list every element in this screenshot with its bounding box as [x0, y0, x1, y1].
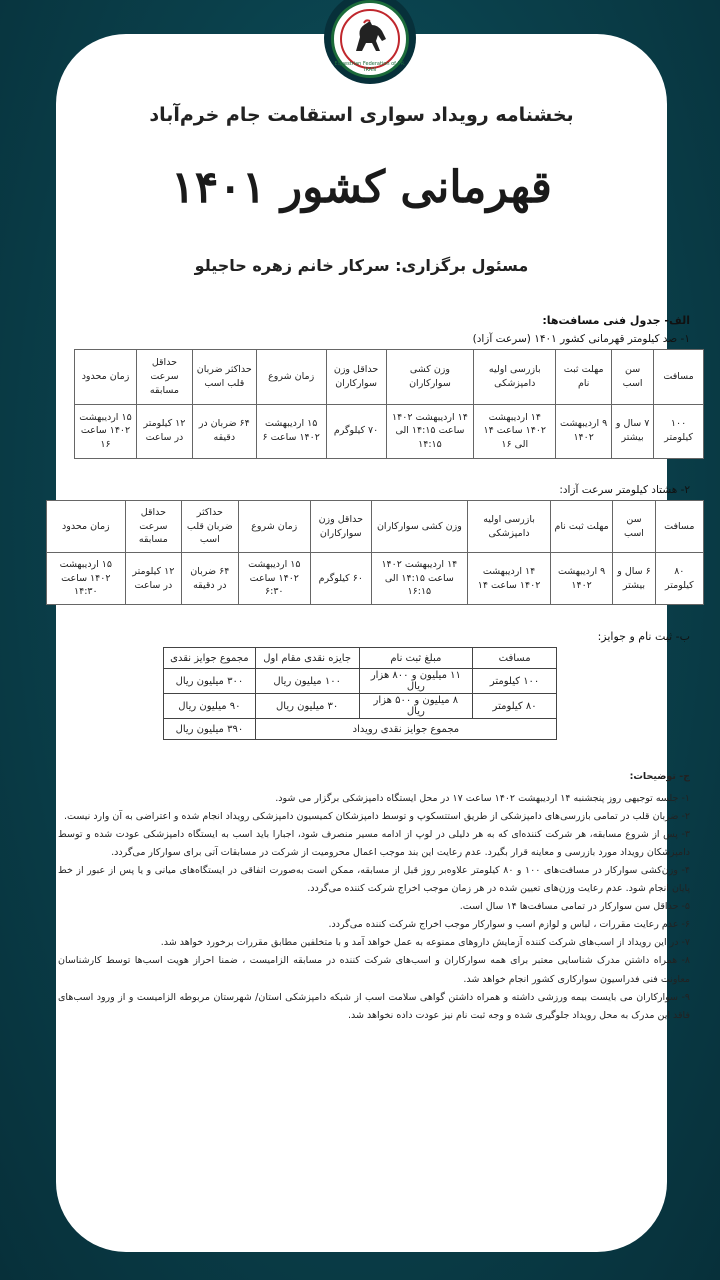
table-cell: ۷ سال و بیشتر: [612, 404, 654, 459]
table-header-cell: مهلت ثبت نام: [550, 501, 612, 553]
table-header-cell: زمان محدود: [47, 501, 126, 553]
federation-logo: [331, 0, 409, 78]
table-cell: ۱۲ کیلومتر در ساعت: [125, 553, 181, 605]
table1-caption: ۱- صد کیلومتر قهرمانی کشور ۱۴۰۱ (سرعت آزاد): [472, 333, 690, 345]
note-item: ۵- حداقل سن سوارکار در تمامی مسافت‌ها ۱۴ سال است.: [459, 901, 690, 913]
table-header-cell: حداکثر ضربان قلب اسب: [182, 501, 238, 553]
table-cell: ۳۰ میلیون ریال: [255, 694, 359, 719]
table-cell: ۶ سال و بیشتر: [613, 553, 655, 605]
table-cell: ۹ اردیبهشت ۱۴۰۲: [556, 404, 612, 459]
table-row: [164, 694, 557, 719]
table-header-cell: وزن کشی سوارکاران: [371, 501, 468, 553]
table-cell: ۱۴ اردیبهشت ۱۴۰۲ ساعت ۱۴ الی ۱۶: [474, 404, 556, 459]
table-header-row: [47, 501, 704, 553]
table-cell: ۱۲ کیلومتر در ساعت: [136, 404, 192, 459]
organizer-line: مسئول برگزاری: سرکار خانم زهره حاجیلو: [194, 256, 529, 275]
table-cell: ۱۱ میلیون و ۸۰۰ هزار ریال: [359, 669, 473, 694]
table-header-cell: زمان شروع: [256, 350, 326, 405]
table-header-cell: حداقل سرعت مسابقه: [136, 350, 192, 405]
table-header-cell: مسافت: [473, 648, 557, 669]
table-row: [75, 404, 704, 459]
table-total-row: [164, 719, 557, 740]
section-c-title: ج- توضیحات:: [629, 771, 690, 782]
total-label: مجموع جوایز نقدی رویداد: [255, 719, 556, 740]
table-cell: ۹۰ میلیون ریال: [164, 694, 256, 719]
section-b-title: ب- ثبت نام و جوایز:: [597, 630, 690, 643]
table-header-cell: زمان شروع: [238, 501, 311, 553]
distance-table-100: [74, 349, 704, 459]
table-row: [47, 553, 704, 605]
table-cell: ۱۵ اردیبهشت ۱۴۰۲ ساعت ۶: [256, 404, 326, 459]
table-header-cell: وزن کشی سوارکاران: [386, 350, 474, 405]
table-header-cell: مسافت: [654, 350, 704, 405]
table-header-cell: حداکثر ضربان قلب اسب: [192, 350, 256, 405]
table-header-cell: سن اسب: [612, 350, 654, 405]
table-cell: ۱۰۰ میلیون ریال: [255, 669, 359, 694]
table-header-cell: مجموع جوایز نقدی: [164, 648, 256, 669]
note-item: ۸- همراه داشتن مدرک شناسایی معتبر برای همه سوارکاران و اسب‌های شرکت کننده در مسابقه الزامیست ، ضمنا احراز هویت اسب‌ها توسط کارشناسان معاونت فنی فدراسیون سوارکاری کشور انجام خواهد شد.: [58, 955, 690, 985]
table-cell: ۶۰ کیلوگرم: [311, 553, 371, 605]
prize-table: [163, 647, 557, 740]
table-header-cell: جایزه نقدی مقام اول: [255, 648, 359, 669]
table-cell: ۱۴ اردیبهشت ۱۴۰۲ ساعت ۱۴: [468, 553, 551, 605]
table-cell: ۸۰ کیلومتر: [473, 694, 557, 719]
table-cell: ۸۰ کیلومتر: [655, 553, 703, 605]
note-item: ۷- در این رویداد از اسب‌های شرکت کننده آزمایش داروهای ممنوعه به عمل خواهد آمد و با متخلفین مطابق مقررات برخورد خواهد شد.: [160, 937, 690, 949]
table-cell: ۹ اردیبهشت ۱۴۰۲: [550, 553, 612, 605]
total-value: ۳۹۰ میلیون ریال: [164, 719, 256, 740]
table-cell: ۱۰۰ کیلومتر: [654, 404, 704, 459]
table-header-cell: مهلت ثبت نام: [556, 350, 612, 405]
note-item: ۴- وزن‌کشی سوارکار در مسافت‌های ۱۰۰ و ۸۰ کیلومتر علاوه‌بر روز قبل از مسابقه، ممکن است به‌صورت اتفاقی در ایستگاه‌های میانی و یا پس از عبور از خط پایان انجام شود. عدم رعایت وزن‌های تعیین شده در هر زمان موجب اخراج شرکت کننده می‌گردد.: [58, 865, 690, 895]
note-item: ۲- ضربان قلب در تمامی بازرسی‌های دامپزشکی از طریق استتسکوپ و توسط دامپزشکان کمیسیون دامپزشکی رویداد انجام شده و اعتراضی به آن وارد نیست.: [63, 811, 690, 823]
table-header-row: [164, 648, 557, 669]
note-item: ۱- جلسه توجیهی روز پنجشنبه ۱۴ اردیبهشت ۱۴۰۲ ساعت ۱۷ در محل ایستگاه دامپزشکی برگزار می شود.: [275, 793, 690, 805]
table-header-cell: سن اسب: [613, 501, 655, 553]
note-item: ۶- عدم رعایت مقررات ، لباس و لوازم اسب و سوارکار موجب اخراج شرکت کننده می‌گردد.: [328, 919, 690, 931]
notes-section: [58, 768, 690, 1025]
table-header-cell: بازرسی اولیه دامپزشکی: [468, 501, 551, 553]
page-title: بخشنامه رویداد سواری استقامت جام خرم‌آباد: [149, 104, 574, 126]
table-cell: ۸ میلیون و ۵۰۰ هزار ریال: [359, 694, 473, 719]
table-header-cell: مبلغ ثبت نام: [359, 648, 473, 669]
table-cell: ۱۵ اردیبهشت ۱۴۰۲ ساعت ۶:۳۰: [238, 553, 311, 605]
table-header-cell: حداقل وزن سوارکاران: [326, 350, 386, 405]
table-cell: ۱۵ اردیبهشت ۱۴۰۲ ساعت ۱۶: [75, 404, 137, 459]
table-cell: ۱۰۰ کیلومتر: [473, 669, 557, 694]
table-cell: ۳۰۰ میلیون ریال: [164, 669, 256, 694]
table2-caption: ۲- هشتاد کیلومتر سرعت آزاد:: [559, 484, 690, 496]
table-cell: ۱۵ اردیبهشت ۱۴۰۲ ساعت ۱۴:۳۰: [47, 553, 126, 605]
table-row: [164, 669, 557, 694]
table-cell: ۱۴ اردیبهشت ۱۴۰۲ ساعت ۱۴:۱۵ الی ۱۶:۱۵: [371, 553, 468, 605]
distance-table-80: [46, 500, 704, 605]
horse-icon: [348, 17, 392, 57]
calligraphy-title: قهرمانی کشور ۱۴۰۱: [171, 162, 552, 213]
table-header-row: [75, 350, 704, 405]
table-cell: ۱۴ اردیبهشت ۱۴۰۲ ساعت ۱۴:۱۵ الی ۱۴:۱۵: [386, 404, 474, 459]
table-header-cell: بازرسی اولیه دامپزشکی: [474, 350, 556, 405]
document-card: [56, 34, 667, 1252]
note-item: ۹- سوارکاران می بایست بیمه ورزشی داشته و همراه داشتن گواهی سلامت اسب از شبکه دامپزشکی استان/ شهرستان مربوطه الزامیست و از ورود اسب‌های فاقد این مدرک به محل رویداد جلوگیری شده و وجه ثبت نام نیز عودت داده نخواهد شد.: [58, 991, 690, 1021]
table-cell: ۶۴ ضربان در دقیقه: [182, 553, 238, 605]
table-cell: ۶۴ ضربان در دقیقه: [192, 404, 256, 459]
note-item: ۳- پس از شروع مسابقه، هر شرکت کننده‌ای که به هر دلیلی در لوپ از ادامه مسیر منصرف شود، اجبارا باید اسب به ایستگاه دامپزشکی عودت شده و توسط دامپزشکان رویداد مورد بازرسی و معاینه قرار بگیرد. عدم رعایت این بند موجب اعمال محرومیت از شرکت در مسابقات آتی برای سوارکار می‌گردد.: [58, 829, 690, 859]
table-header-cell: حداقل وزن سوارکاران: [311, 501, 371, 553]
table-header-cell: مسافت: [655, 501, 703, 553]
logo-ring-text: Equestrian Federation of I.R. IRAN: [334, 61, 406, 73]
table-header-cell: زمان محدود: [75, 350, 137, 405]
section-a-title: الف- جدول فنی مسافت‌ها:: [542, 314, 690, 327]
table-header-cell: حداقل سرعت مسابقه: [125, 501, 181, 553]
table-cell: ۷۰ کیلوگرم: [326, 404, 386, 459]
